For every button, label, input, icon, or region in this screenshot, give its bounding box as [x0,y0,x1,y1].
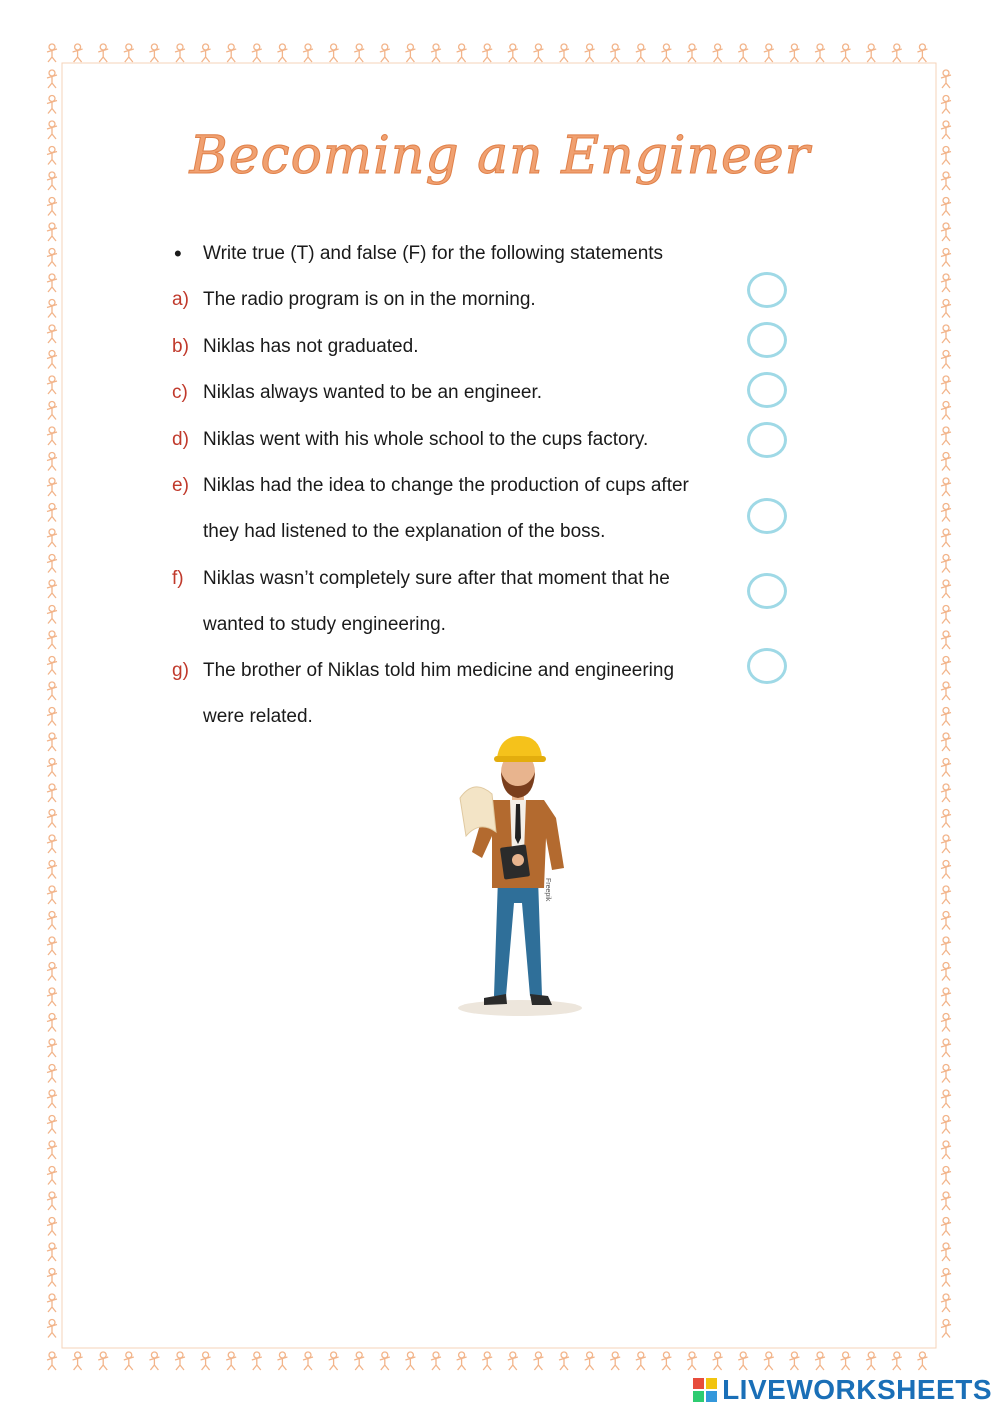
border-figure-icon [841,1352,851,1370]
border-figure-icon [941,682,951,700]
border-figure-icon [47,937,57,955]
border-figure-icon [533,44,543,62]
border-figure-icon [47,1320,57,1338]
border-figure-icon [941,96,951,114]
border-figure-icon [866,1352,876,1370]
statement-marker: g) [172,660,189,681]
border-figure-icon [47,1167,57,1185]
border-figure-icon [941,963,951,981]
border-figure-icon [47,1116,57,1134]
border-figure-icon [175,44,185,62]
border-figure-icon [917,1352,927,1370]
border-figure-icon [303,1352,313,1370]
statement-text: Niklas has not graduated. [203,336,419,357]
border-figure-icon [941,988,951,1006]
border-figure-icon [47,70,57,88]
border-figure-icon [661,1352,671,1370]
border-figure-icon [941,453,951,471]
border-figure-icon [941,1039,951,1057]
answer-circle-g[interactable] [747,648,787,684]
border-figure-icon [841,44,851,62]
border-figure-icon [789,1352,799,1370]
border-figure-icon [508,1352,518,1370]
instruction-text: Write true (T) and false (F) for the following statements [203,243,664,264]
statement-marker: f) [172,568,184,589]
statement-text-line-2: wanted to study engineering. [203,614,446,635]
border-figure-icon [47,963,57,981]
border-figure-icon [405,44,415,62]
statement-marker: b) [172,336,189,357]
statement-text: Niklas always wanted to be an engineer. [203,382,543,403]
statement-text-line-1: The brother of Niklas told him medicine and engineering [203,660,675,681]
border-figure-icon [941,657,951,675]
border-figure-icon [47,708,57,726]
border-figure-icon [713,1352,723,1370]
illustration-credit: Freepik [544,878,551,902]
border-figure-icon [47,453,57,471]
bullet-marker: • [174,241,182,266]
border-figure-icon [47,478,57,496]
border-figure-icon [636,1352,646,1370]
border-figure-icon [941,733,951,751]
border-figure-icon [47,1294,57,1312]
statement-marker: e) [172,475,189,496]
statement-d [172,417,732,463]
border-figure-icon [47,988,57,1006]
border-figure-icon [47,759,57,777]
border-figure-icon [47,580,57,598]
border-figure-icon [687,1352,697,1370]
border-figure-icon [380,44,390,62]
border-figure-icon [47,810,57,828]
border-figure-icon [941,70,951,88]
border-figure-icon [354,1352,364,1370]
border-figure-icon [941,1116,951,1134]
border-figure-icon [941,529,951,547]
border-figure-icon [405,1352,415,1370]
border-figure-icon [585,44,595,62]
border-figure-icon [941,1320,951,1338]
border-figure-icon [941,1192,951,1210]
border-figure-icon [47,1014,57,1032]
border-figure-icon [941,1243,951,1261]
border-figure-icon [47,555,57,573]
border-figure-icon [47,198,57,216]
border-figure-icon [941,504,951,522]
border-figure-icon [175,1352,185,1370]
border-figure-icon [47,96,57,114]
statement-text: The radio program is on in the morning. [203,289,536,310]
border-figure-icon [941,937,951,955]
border-figure-icon [47,631,57,649]
border-figure-icon [329,1352,339,1370]
border-figure-icon [941,249,951,267]
border-figure-icon [277,1352,287,1370]
border-figure-icon [941,274,951,292]
instruction [172,231,732,277]
border-figure-icon [892,44,902,62]
border-figure-icon [941,427,951,445]
border-figure-icon [47,529,57,547]
border-figure-icon [941,1218,951,1236]
border-figure-icon [47,861,57,879]
border-figure-icon [764,1352,774,1370]
statement-g [172,648,732,740]
statement-text-line-1: Niklas had the idea to change the production of cups after [203,475,689,496]
border-figure-icon [941,325,951,343]
answer-circle-e[interactable] [747,498,787,534]
border-figure-icon [941,376,951,394]
border-figure-icon [941,580,951,598]
border-figure-icon [457,44,467,62]
answer-circle-d[interactable] [747,422,787,458]
border-figure-icon [941,606,951,624]
border-figure-icon [941,351,951,369]
page-title: Becoming an Engineer [189,126,811,186]
statement-a [172,277,732,323]
statement-marker: a) [172,289,189,310]
brand-logo-icon [692,1377,718,1403]
border-figure-icon [47,1065,57,1083]
border-figure-icon [47,249,57,267]
border-figure-icon [47,835,57,853]
border-figure-icon [533,1352,543,1370]
border-figure-icon [610,1352,620,1370]
border-figure-icon [687,44,697,62]
border-figure-icon [47,274,57,292]
border-figure-icon [303,44,313,62]
border-figure-icon [941,198,951,216]
border-figure-icon [941,1167,951,1185]
liveworksheets-brand [692,1373,992,1407]
border-figure-icon [941,1294,951,1312]
border-figure-icon [47,1039,57,1057]
border-figure-icon [47,223,57,241]
border-figure-icon [941,861,951,879]
statement-text: Niklas went with his whole school to the cups factory. [203,429,649,450]
statement-text-line-2: they had listened to the explanation of the boss. [203,521,606,542]
border-figure-icon [941,300,951,318]
border-figure-icon [892,1352,902,1370]
border-figure-icon [47,1243,57,1261]
border-figure-icon [917,44,927,62]
border-figure-icon [47,886,57,904]
border-figure-icon [941,810,951,828]
border-figure-icon [47,1269,57,1287]
border-figure-icon [764,44,774,62]
border-figure-icon [738,44,748,62]
border-figure-icon [226,1352,236,1370]
border-figure-icon [73,1352,83,1370]
border-figure-icon [47,325,57,343]
border-figure-icon [941,886,951,904]
border-figure-icon [941,402,951,420]
border-figure-icon [226,44,236,62]
border-figure-icon [585,1352,595,1370]
border-figure-icon [815,1352,825,1370]
border-figure-icon [815,44,825,62]
border-figure-icon [252,44,262,62]
border-figure-icon [941,478,951,496]
border-figure-icon [47,784,57,802]
border-figure-icon [98,1352,108,1370]
border-figure-icon [941,912,951,930]
border-figure-icon [941,555,951,573]
border-figure-icon [149,1352,159,1370]
border-figure-icon [47,606,57,624]
border-figure-icon [941,1014,951,1032]
border-figure-icon [47,427,57,445]
brand-name: LIVEWORKSHEETS [722,1374,992,1405]
border-figure-icon [738,1352,748,1370]
border-figure-icon [47,657,57,675]
border-figure-icon [201,44,211,62]
statement-e [172,463,732,555]
border-figure-icon [941,1065,951,1083]
border-figure-icon [431,44,441,62]
border-figure-icon [941,759,951,777]
border-figure-icon [201,1352,211,1370]
border-figure-icon [47,912,57,930]
border-figure-icon [941,835,951,853]
border-figure-icon [73,44,83,62]
border-figure-icon [47,1141,57,1159]
answer-circle-f[interactable] [747,573,787,609]
border-figure-icon [47,733,57,751]
border-figure-icon [252,1352,262,1370]
border-figure-icon [941,1141,951,1159]
border-figure-icon [98,44,108,62]
statement-c [172,370,732,416]
border-figure-icon [941,223,951,241]
border-figure-icon [380,1352,390,1370]
border-figure-icon [661,44,671,62]
border-figure-icon [329,44,339,62]
statement-text-line-1: Niklas wasn’t completely sure after that moment that he [203,568,670,589]
border-figure-icon [508,44,518,62]
border-figure-icon [47,1352,57,1370]
border-figure-icon [47,376,57,394]
border-figure-icon [47,682,57,700]
border-figure-icon [941,784,951,802]
border-figure-icon [47,44,57,62]
border-figure-icon [941,708,951,726]
statement-b [172,324,732,370]
border-figure-icon [47,504,57,522]
border-figure-icon [866,44,876,62]
border-figure-icon [789,44,799,62]
engineer-illustration-icon [440,728,600,1028]
border-figure-icon [431,1352,441,1370]
border-figure-icon [47,300,57,318]
border-figure-icon [482,1352,492,1370]
border-figure-icon [941,1269,951,1287]
border-figure-icon [610,44,620,62]
border-figure-icon [149,44,159,62]
border-figure-icon [47,1192,57,1210]
statement-text-line-2: were related. [203,706,313,727]
border-figure-icon [124,1352,134,1370]
border-figure-icon [124,44,134,62]
border-figure-icon [713,44,723,62]
answer-circle-a[interactable] [747,272,787,308]
answer-circle-c[interactable] [747,372,787,408]
border-figure-icon [636,44,646,62]
border-figure-icon [559,44,569,62]
border-figure-icon [277,44,287,62]
border-figure-icon [47,1218,57,1236]
border-figure-icon [47,351,57,369]
border-figure-icon [47,1090,57,1108]
statement-marker: c) [172,382,188,403]
border-figure-icon [941,631,951,649]
border-figure-icon [941,1090,951,1108]
answer-circle-b[interactable] [747,322,787,358]
statement-f [172,556,732,648]
border-figure-icon [482,44,492,62]
border-figure-icon [47,402,57,420]
statement-marker: d) [172,429,189,450]
border-figure-icon [559,1352,569,1370]
border-figure-icon [457,1352,467,1370]
border-figure-icon [354,44,364,62]
